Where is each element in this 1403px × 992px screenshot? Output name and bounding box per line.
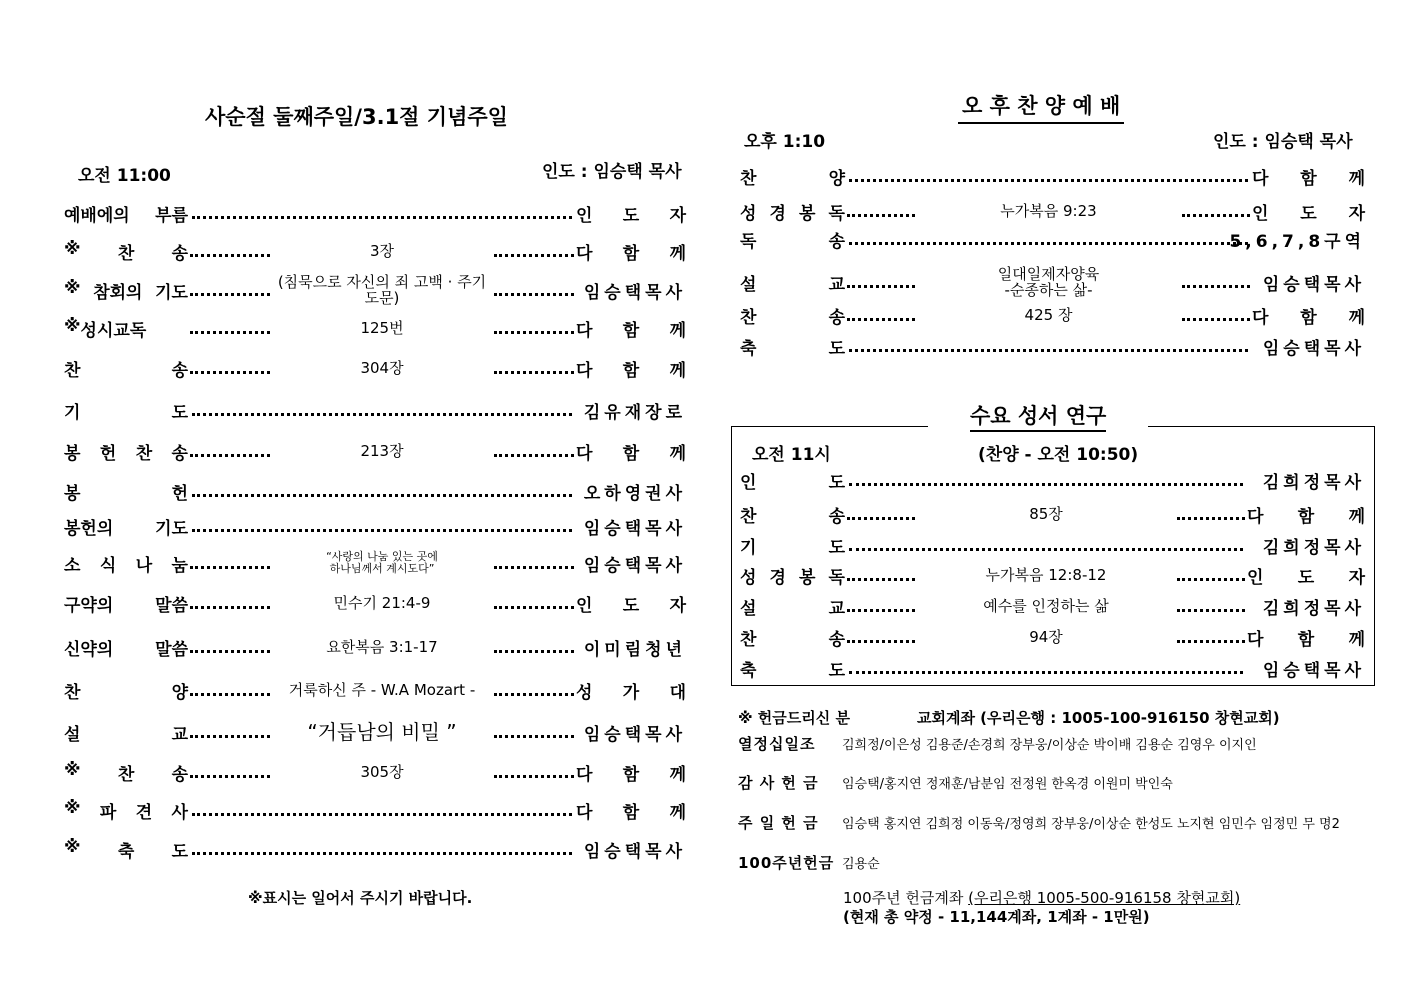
centennial-account-line: [843, 887, 1240, 908]
row-person: 임승택목사: [583, 555, 686, 576]
wed-title-text: 수요 성서 연구: [970, 404, 1106, 432]
row-person: 인 도 자: [1252, 203, 1365, 224]
row-person: 김유재장로: [583, 402, 686, 423]
row-person: 인 도 자: [576, 205, 686, 226]
pm-title-text: 오 후 찬 양 예 배: [962, 94, 1121, 118]
row-person: 임승택목사: [583, 518, 686, 539]
row-detail: 213장: [360, 441, 404, 460]
row-label: 예배에의 부름: [64, 205, 188, 226]
row-label: 독 송: [740, 231, 845, 252]
service-row: [64, 511, 686, 541]
row-person: 다 함 께: [1252, 168, 1365, 189]
row-label: ※ 파 견 사: [64, 797, 188, 823]
service-row: [740, 653, 1365, 683]
row-label: 찬 양: [740, 168, 845, 189]
row-detail: 누가복음 12:8-12: [985, 565, 1107, 584]
row-person: 김희정목사: [1262, 537, 1365, 558]
row-detail: (침묵으로 자신의 죄 고백 · 주기도문): [277, 272, 487, 307]
service-row: [740, 331, 1365, 361]
row-label: 기 도: [64, 402, 188, 423]
service-row: [740, 262, 1365, 302]
centennial-label: 100주년 헌금계좌: [843, 889, 964, 907]
service-row: [64, 198, 686, 228]
row-label: 찬 송: [64, 360, 188, 381]
row-detail: 요한복음 3:1-17: [326, 637, 438, 656]
left-time: 오전 11:00: [78, 166, 171, 186]
row-person: 임승택목사: [583, 282, 686, 303]
left-footnote: ※표시는 일어서 주시기 바랍니다.: [248, 889, 473, 907]
row-detail: 85장: [1029, 504, 1063, 523]
service-row: [64, 476, 686, 506]
row-detail: 민수기 21:4-9: [333, 593, 431, 612]
pm-leader: 인도 : 임승택 목사: [1213, 132, 1353, 152]
offering-names: 임승택/홍지연 정재훈/남분임 전정원 한옥경 이원미 박인숙: [842, 777, 1173, 792]
row-detail: 125번: [360, 318, 404, 337]
offering-label: 100주년헌금: [738, 854, 835, 872]
row-label: 소 식 나 눔: [64, 555, 188, 576]
wed-time: 오전 11시: [752, 445, 831, 465]
row-label: ※ 찬 송: [64, 759, 188, 785]
row-label: 찬 송: [740, 629, 845, 650]
offering-row: [738, 772, 1173, 793]
row-person: 인 도 자: [576, 595, 686, 616]
service-row: [64, 632, 686, 662]
offering-row: [738, 812, 1340, 833]
row-label: 신약의 말씀: [64, 639, 188, 660]
row-label: 찬 송: [740, 506, 845, 527]
row-detail: 305장: [360, 762, 404, 781]
offering-label: 감 사 헌 금: [738, 774, 819, 792]
service-row: [64, 548, 686, 578]
service-row: [740, 591, 1365, 621]
service-row: [740, 300, 1365, 330]
service-row: [64, 395, 686, 425]
service-row: [64, 353, 686, 383]
row-person: 오하영권사: [583, 483, 686, 504]
service-row: [64, 436, 686, 466]
service-row: [64, 717, 686, 747]
left-leader: 인도 : 임승택 목사: [542, 162, 682, 182]
row-label: ※ 축 도: [64, 836, 188, 862]
row-detail: 거룩하신 주 - W.A Mozart -: [288, 680, 476, 699]
pm-time: 오후 1:10: [744, 132, 826, 152]
row-label: ※ 참회의 기도: [64, 277, 188, 303]
row-person: 5,6,7,8구역: [1229, 231, 1365, 252]
row-person: 다 함 께: [576, 802, 686, 823]
row-label: 구약의 말씀: [64, 595, 188, 616]
row-label: 축 도: [740, 338, 845, 359]
service-row: [740, 465, 1365, 495]
service-row: [64, 795, 686, 825]
service-row: [64, 834, 686, 864]
service-row: [740, 499, 1365, 529]
pm-title: [958, 90, 1124, 124]
row-person: 다 함 께: [576, 243, 686, 264]
row-person: 임승택목사: [583, 724, 686, 745]
service-row: [64, 588, 686, 618]
row-label: 봉 헌 찬 송: [64, 443, 188, 464]
row-person: 성 가 대: [576, 682, 686, 703]
offering-head: ※ 헌금드리신 분: [738, 709, 850, 727]
service-row: [64, 272, 686, 307]
row-label: 축 도: [740, 660, 845, 681]
row-label: ※ 성 시 교 독: [64, 315, 147, 341]
offering-names: 임승택 홍지연 김희정 이동욱/정영희 장부웅/이상순 한성도 노지현 임민수 임정민 무 명2: [842, 817, 1340, 832]
centennial-total: (현재 총 약정 - 11,144계좌, 1계좌 - 1만원): [843, 908, 1150, 926]
row-detail: 304장: [360, 358, 404, 377]
row-person: 김희정목사: [1262, 598, 1365, 619]
service-row: [740, 560, 1365, 590]
row-label: 봉헌의 기도: [64, 518, 188, 539]
row-person: 임승택목사: [1262, 660, 1365, 681]
service-row: [740, 196, 1365, 226]
centennial-account: (우리은행 1005-500-916158 창현교회): [968, 889, 1241, 907]
wed-sub: (찬양 - 오전 10:50): [978, 445, 1139, 465]
row-detail: 예수를 인정하는 삶: [983, 596, 1109, 615]
row-person: 이미림청년: [583, 639, 686, 660]
row-person: 임승택목사: [1262, 274, 1365, 295]
service-row: [64, 757, 686, 787]
row-label: 찬 송: [740, 307, 845, 328]
service-row: [64, 675, 686, 705]
wed-title: [928, 400, 1148, 432]
offering-label: 열정십일조: [738, 735, 816, 753]
row-person: 임승택목사: [1262, 338, 1365, 359]
row-person: 김희정목사: [1262, 472, 1365, 493]
row-person: 다 함 께: [1247, 629, 1365, 650]
row-person: 다 함 께: [1252, 307, 1365, 328]
row-label: 설 교: [64, 724, 188, 745]
offering-account: 교회계좌 (우리은행 : 1005-100-916150 창현교회): [917, 709, 1280, 727]
row-person: 다 함 께: [576, 320, 686, 341]
service-row: [740, 530, 1365, 560]
row-label: 인 도: [740, 472, 845, 493]
left-title: 사순절 둘째주일/3.1절 기념주일: [205, 105, 508, 129]
row-person: 다 함 께: [576, 764, 686, 785]
row-label: 봉 헌: [64, 483, 188, 504]
row-label: 찬 양: [64, 682, 188, 703]
offering-row: [738, 852, 880, 873]
row-label: 설 교: [740, 274, 845, 295]
row-person: 다 함 께: [576, 443, 686, 464]
row-person: 다 함 께: [576, 360, 686, 381]
row-detail: 94장: [1029, 627, 1063, 646]
row-detail: 누가복음 9:23: [1000, 201, 1097, 220]
row-label: 설 교: [740, 598, 845, 619]
row-person: 임승택목사: [583, 841, 686, 862]
row-label: 성 경 봉 독: [740, 203, 845, 224]
service-row: [64, 313, 686, 343]
row-person: 인 도 자: [1247, 567, 1365, 588]
row-detail: “거듭남의 비밀 ”: [307, 720, 457, 744]
row-label: 기 도: [740, 537, 845, 558]
row-detail: 일대일제자양육 -순종하는 삶-: [997, 264, 1100, 299]
row-detail: “사랑의 나눔 있는 곳에 하나님께서 계시도다”: [326, 549, 438, 575]
row-label: 성 경 봉 독: [740, 567, 845, 588]
row-detail: 3장: [369, 241, 395, 260]
service-row: [740, 622, 1365, 652]
service-row: [740, 161, 1365, 191]
row-person: 다 함 께: [1247, 506, 1365, 527]
offering-names: 김희정/이은성 김용준/손경희 장부웅/이상순 박이배 김용순 김영우 이지인: [842, 738, 1257, 753]
offering-label: 주 일 헌 금: [738, 814, 819, 832]
service-row: [740, 224, 1365, 254]
service-row: [64, 236, 686, 266]
row-detail: 425 장: [1024, 305, 1073, 324]
offering-row: [738, 733, 1257, 754]
row-label: ※ 찬 송: [64, 238, 188, 264]
offering-names: 김용순: [842, 857, 880, 872]
